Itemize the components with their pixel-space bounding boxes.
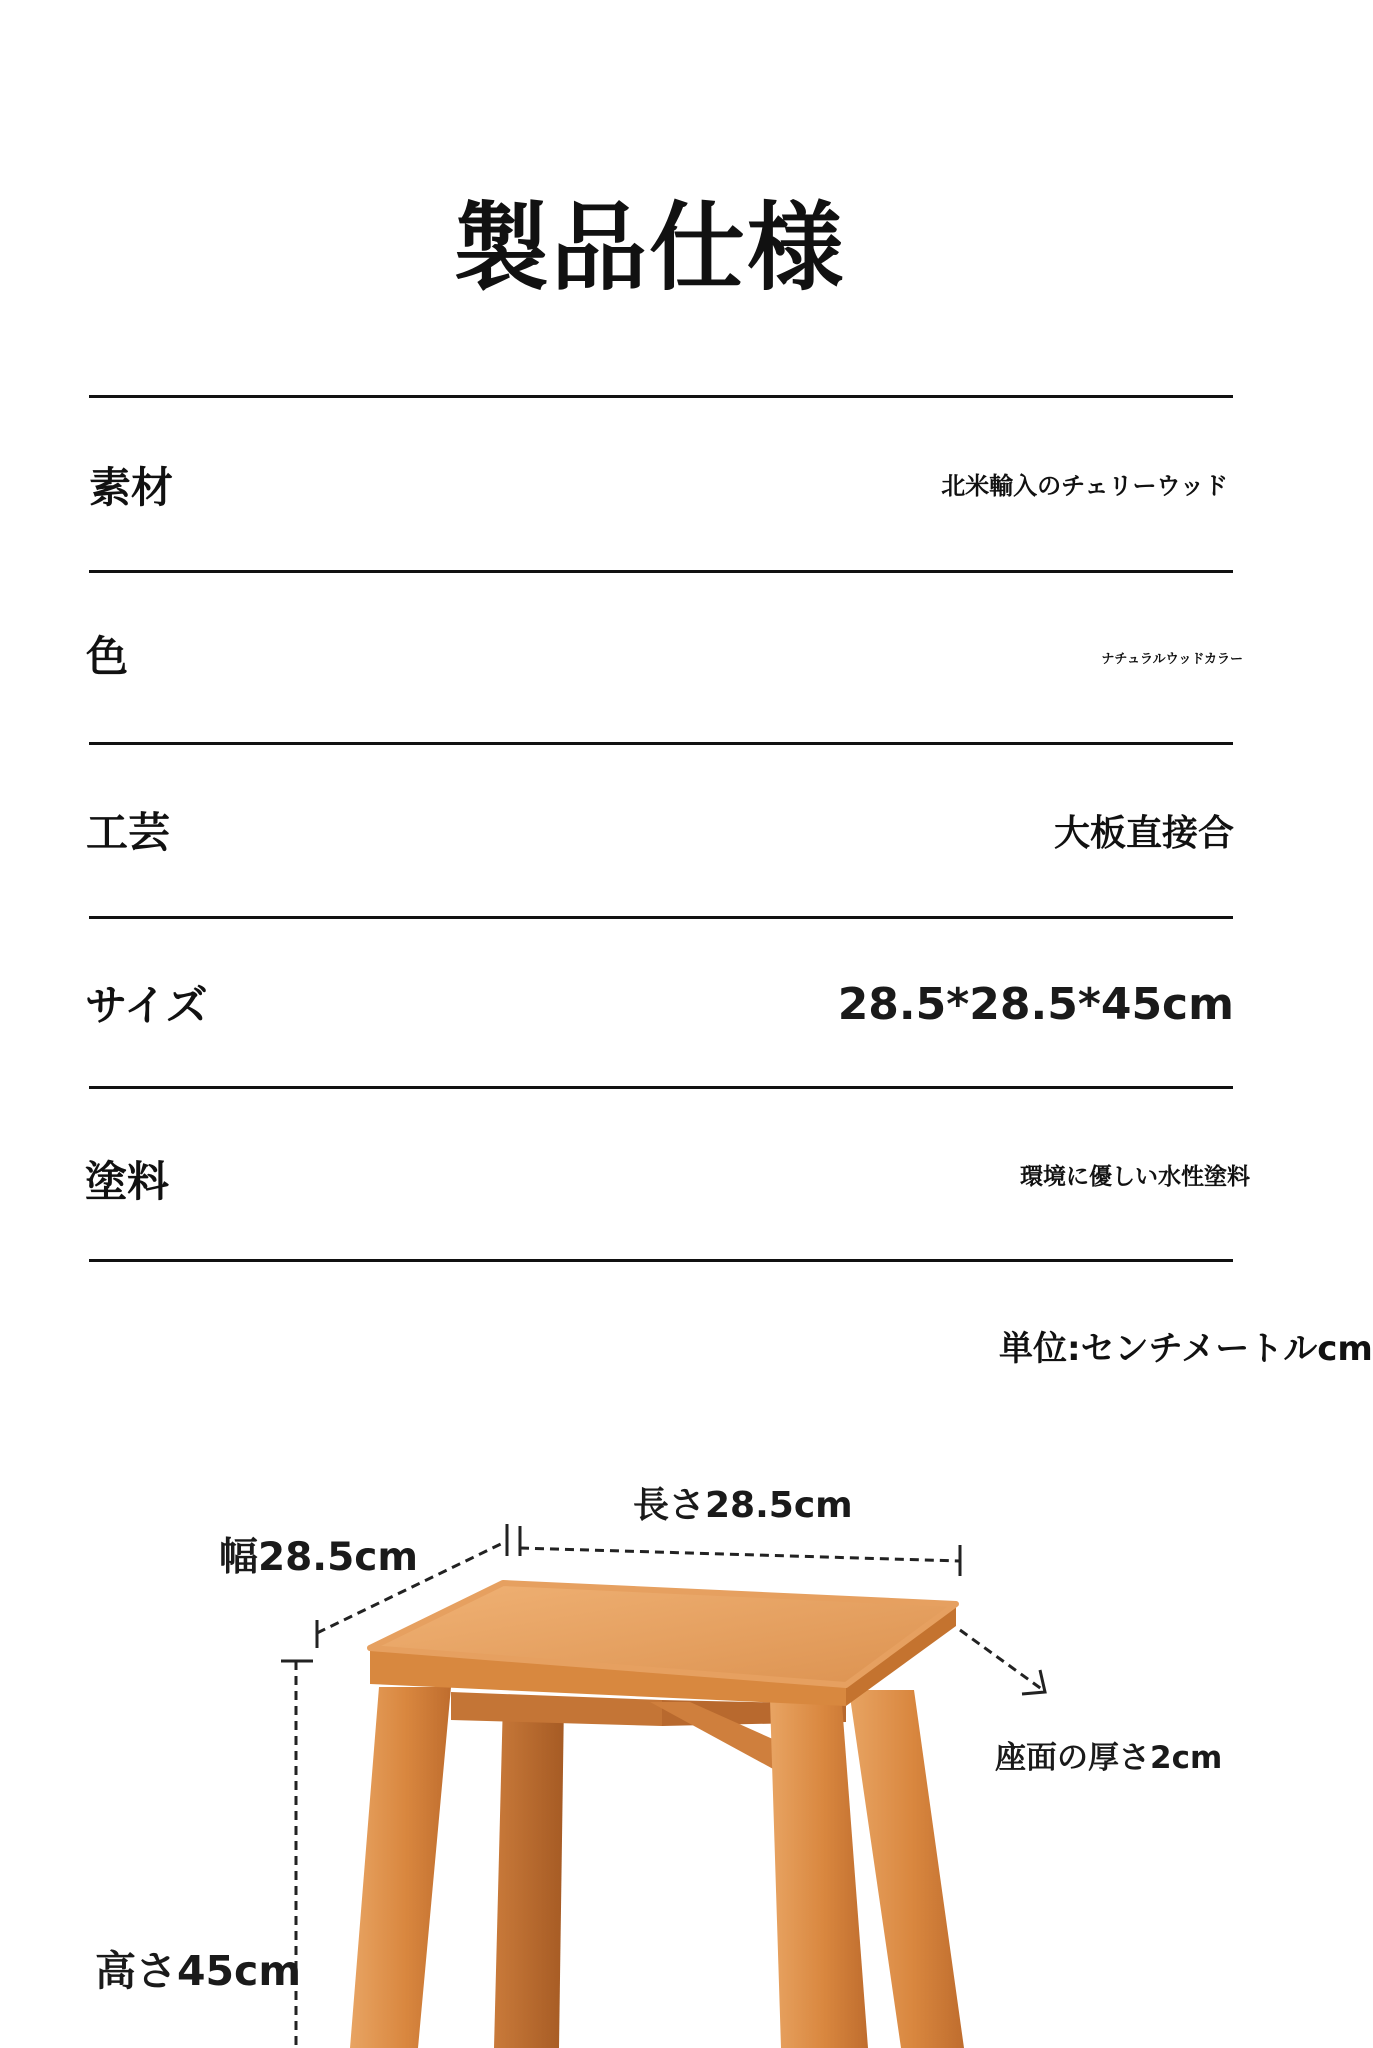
spec-label-color: 色 <box>86 632 129 681</box>
spec-value-color: ナチュラルウッドカラー <box>1101 652 1243 667</box>
thickness-arrow-line <box>960 1630 1043 1690</box>
spec-value-paint: 環境に優しい水性塗料 <box>1020 1164 1250 1190</box>
spec-value-size: 28.5*28.5*45cm <box>837 979 1234 1030</box>
spec-label-paint: 塗料 <box>85 1157 170 1206</box>
stool-front-right-leg <box>770 1700 868 2048</box>
table-divider <box>89 395 1233 398</box>
unit-note: 単位:センチメートルcm <box>999 1329 1373 1369</box>
width-label: 幅28.5cm <box>219 1535 418 1580</box>
spec-label-material: 素材 <box>89 463 174 512</box>
table-divider <box>89 1086 1233 1089</box>
spec-value-material: 北米輸入のチェリーウッド <box>941 472 1228 500</box>
table-divider <box>89 570 1233 573</box>
stool-front-left-leg <box>350 1687 451 2048</box>
page-title: 製品仕様 <box>453 192 845 304</box>
spec-value-craft: 大板直接合 <box>1053 813 1234 854</box>
spec-label-craft: 工芸 <box>86 808 171 857</box>
table-divider <box>89 916 1233 919</box>
stool-apron <box>451 1692 662 1726</box>
seat-thickness-label: 座面の厚さ2cm <box>995 1740 1223 1776</box>
height-label: 高さ45cm <box>95 1947 302 1995</box>
table-divider <box>89 742 1233 745</box>
length-dimension-line <box>520 1548 960 1561</box>
length-label: 長さ28.5cm <box>633 1485 853 1526</box>
stool-back-right-leg <box>849 1690 964 2048</box>
stool-back-left-leg <box>494 1700 564 2048</box>
spec-label-size: サイズ <box>85 981 208 1030</box>
table-divider <box>89 1259 1233 1262</box>
